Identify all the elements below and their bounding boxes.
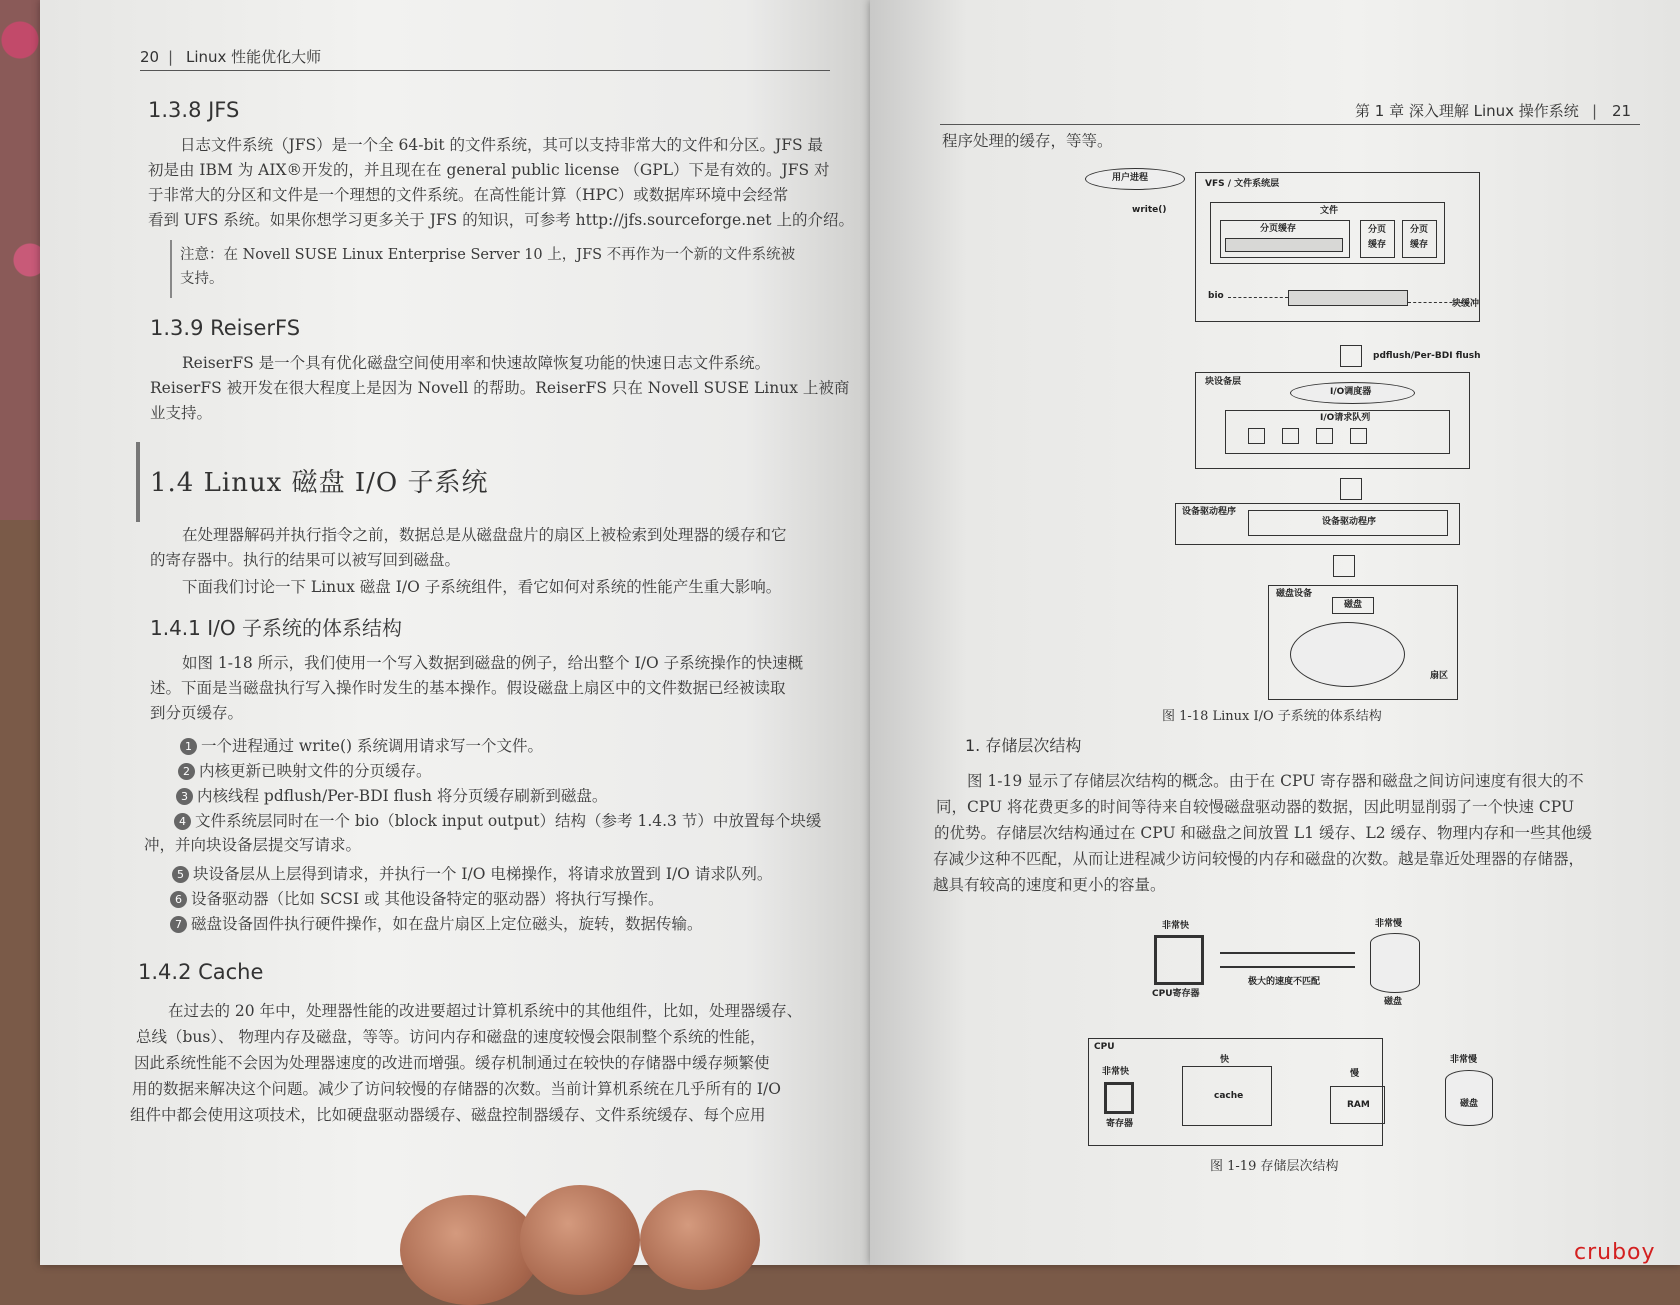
page-cache-label: 缓存	[1410, 240, 1429, 250]
disk-label: 磁盘	[1384, 997, 1403, 1007]
pdflush-label: pdflush/Per-BDI flush	[1373, 351, 1481, 361]
s142-line: 因此系统性能不会因为处理器速度的改进而增强。缓存机制通过在较快的存储器中缓存频繁使	[134, 1054, 770, 1072]
step-text: 内核线程 pdflush/Per-BDI flush 将分页缓存刷新到磁盘。	[197, 787, 608, 805]
step-number: 4	[174, 813, 191, 830]
step-text: 设备驱动器（比如 SCSI 或 其他设备特定的驱动器）将执行写操作。	[191, 890, 664, 908]
step-item	[178, 763, 432, 780]
arrow-right-line	[1220, 952, 1355, 954]
step-number: 5	[172, 866, 189, 883]
ram-label: RAM	[1347, 1100, 1370, 1110]
note-line: 注意：在 Novell SUSE Linux Enterprise Server 10 上，JFS 不再作为一个新的文件系统被	[180, 247, 796, 263]
step-text: 文件系统层同时在一个 bio（block input output）结构（参考 1.4.3 节）中放置每个块缓	[195, 812, 822, 830]
s138-line: 日志文件系统（JFS）是一个全 64-bit 的文件系统，其可以支持非常大的文件和分区。JFS 最	[180, 136, 824, 154]
queue-slot	[1350, 428, 1367, 444]
write-call-label: write()	[1132, 205, 1167, 215]
page-cache-label: 分页缓存	[1260, 224, 1297, 234]
register-label: 寄存器	[1106, 1119, 1134, 1129]
cache-label: cache	[1214, 1091, 1244, 1101]
user-process-label: 用户进程	[1112, 173, 1149, 183]
heading-1-4-2: 1.4.2 Cache	[138, 960, 264, 984]
step-item	[170, 891, 664, 908]
left-header-rule	[140, 70, 830, 71]
left-book-title: Linux 性能优化大师	[186, 48, 322, 66]
step-number: 2	[178, 763, 195, 780]
s138-line: 于非常大的分区和文件是一个理想的文件系统。在高性能计算（HPC）或数据库环境中会经常	[148, 186, 789, 204]
s1-line: 的优势。存储层次结构通过在 CPU 和磁盘之间放置 L1 缓存、L2 缓存、物理内存和一些其他缓	[934, 824, 1593, 842]
s1-line: 同，CPU 将花费更多的时间等待来自较慢磁盘驱动器的数据，因此明显削弱了一个快速 CPU	[936, 798, 1575, 816]
page-cache-slots	[1225, 238, 1343, 252]
disk-label: 磁盘	[1344, 600, 1363, 610]
driver-label: 设备驱动程序	[1322, 517, 1377, 527]
heading-1-3-8: 1.3.8 JFS	[148, 98, 240, 122]
s142-line: 用的数据来解决这个问题。减少了访问较慢的存储器的次数。当前计算机系统在几乎所有的 I/O	[132, 1080, 781, 1098]
step-text: 内核更新已映射文件的分页缓存。	[199, 762, 432, 780]
s138-line: 初是由 IBM 为 AIX®开发的，并且现在在 general public license （GPL）下是有效的。JFS 对	[148, 161, 830, 179]
sector-label: 扇区	[1430, 671, 1449, 681]
step-text: 块设备层从上层得到请求，并执行一个 I/O 电梯操作，将请求放置到 I/O 请求队列。	[193, 865, 773, 883]
block-layer-label: 块设备层	[1205, 377, 1242, 387]
step-4-continuation: 冲，并向块设备层提交写请求。	[144, 836, 362, 854]
heading-1-3-9: 1.3.9 ReiserFS	[150, 316, 301, 340]
io-scheduler-label: I/O调度器	[1330, 387, 1372, 397]
step-number: 6	[170, 891, 187, 908]
s141-line: 如图 1-18 所示，我们使用一个写入数据到磁盘的例子，给出整个 I/O 子系统操作的快速概	[182, 654, 804, 672]
connector-box	[1340, 345, 1362, 367]
heading-1-4-1: 1.4.1 I/O 子系统的体系结构	[150, 616, 402, 640]
driver-layer-label: 设备驱动程序	[1182, 507, 1237, 517]
step-item	[170, 916, 703, 933]
block-buffer-label: 块缓冲	[1452, 299, 1480, 309]
disk-label: 磁盘	[1460, 1099, 1479, 1109]
bio-dashed-line	[1228, 297, 1288, 298]
file-label: 文件	[1320, 206, 1339, 216]
s142-line: 总线（bus）、 物理内存及磁盘，等等。访问内存和磁盘的速度较慢会限制整个系统的性能，	[136, 1028, 766, 1046]
register-box	[1104, 1082, 1134, 1114]
step-item	[174, 813, 821, 830]
disk-cylinder	[1370, 933, 1420, 993]
heading-1-4: 1.4 Linux 磁盘 I/O 子系统	[150, 468, 489, 498]
queue-slot	[1316, 428, 1333, 444]
section-bar	[136, 442, 140, 522]
figure-1-18-caption: 图 1-18 Linux I/O 子系统的体系结构	[1162, 709, 1382, 724]
page-cache-label: 分页	[1410, 225, 1429, 235]
figure-1-19-caption: 图 1-19 存储层次结构	[1210, 1159, 1339, 1174]
step-number: 1	[180, 738, 197, 755]
very-fast-label: 非常快	[1102, 1067, 1130, 1077]
s141-line: 到分页缓存。	[150, 704, 244, 722]
s138-line: 看到 UFS 系统。如果你想学习更多关于 JFS 的知识，可参考 http://jfs.sourceforge.net 上的介绍。	[148, 211, 854, 229]
connector-box	[1333, 555, 1355, 577]
s1-line: 存减少这种不匹配，从而让进程减少访问较慢的内存和磁盘的次数。越是靠近处理器的存储器，	[933, 850, 1585, 868]
connector-box	[1340, 478, 1362, 500]
fast-label: 快	[1220, 1055, 1230, 1065]
disk-device-label: 磁盘设备	[1276, 589, 1313, 599]
header-separator: |	[168, 48, 174, 66]
watermark: cruboy	[1574, 1240, 1656, 1265]
header-separator: |	[1592, 102, 1598, 120]
right-page-number: 21	[1612, 102, 1632, 120]
step-item	[176, 788, 607, 805]
step-number: 3	[176, 788, 193, 805]
step-text: 一个进程通过 write() 系统调用请求写一个文件。	[201, 737, 543, 755]
heading-storage-hierarchy: 1. 存储层次结构	[965, 736, 1082, 755]
vfs-layer-label: VFS / 文件系统层	[1205, 179, 1280, 189]
slow-label: 慢	[1350, 1069, 1360, 1079]
right-chapter-title: 第 1 章 深入理解 Linux 操作系统	[1355, 102, 1579, 120]
note-line: 支持。	[180, 271, 224, 287]
finger-photo	[640, 1190, 760, 1290]
s14-line: 下面我们讨论一下 Linux 磁盘 I/O 子系统组件，看它如何对系统的性能产生重大影响。	[182, 578, 782, 596]
s139-line: 业支持。	[150, 404, 213, 422]
very-slow-label: 非常慢	[1375, 919, 1403, 929]
arrow-left-line	[1220, 966, 1355, 968]
io-queue-label: I/O请求队列	[1320, 413, 1371, 423]
s1-line: 图 1-19 显示了存储层次结构的概念。由于在 CPU 寄存器和磁盘之间访问速度有很大的不	[967, 772, 1584, 790]
s139-line: ReiserFS 是一个具有优化磁盘空间使用率和快速故障恢复功能的快速日志文件系统。	[182, 354, 771, 372]
left-page-number: 20	[140, 48, 160, 66]
queue-slot	[1282, 428, 1299, 444]
s139-line: ReiserFS 被开发在很大程度上是因为 Novell 的帮助。ReiserFS 只在 Novell SUSE Linux 上被商	[150, 379, 850, 397]
page-cache-label: 缓存	[1368, 240, 1387, 250]
s142-line: 组件中都会使用这项技术，比如硬盘驱动器缓存、磁盘控制器缓存、文件系统缓存、每个应用	[130, 1106, 766, 1124]
cpu-label: CPU	[1094, 1042, 1115, 1052]
step-number: 7	[170, 916, 187, 933]
bio-label: bio	[1208, 291, 1224, 301]
very-fast-label: 非常快	[1162, 921, 1190, 931]
disk-cylinder	[1445, 1070, 1493, 1126]
s142-line: 在过去的 20 年中，处理器性能的改进要超过计算机系统中的其他组件，比如，处理器缓存、	[168, 1002, 803, 1020]
step-text: 磁盘设备固件执行硬件操作，如在盘片扇区上定位磁头，旋转，数据传输。	[191, 915, 703, 933]
s14-line: 的寄存器中。执行的结果可以被写回到磁盘。	[150, 551, 461, 569]
cpu-register-box	[1154, 935, 1204, 985]
right-header-rule	[940, 124, 1640, 125]
finger-photo	[520, 1185, 640, 1295]
step-item	[172, 866, 772, 883]
right-page	[870, 0, 1680, 1265]
note-bar	[170, 240, 172, 298]
continued-line: 程序处理的缓存，等等。	[942, 132, 1113, 150]
s14-line: 在处理器解码并执行指令之前，数据总是从磁盘盘片的扇区上被检索到处理器的缓存和它	[182, 526, 787, 544]
step-item	[180, 738, 543, 755]
thumb-photo	[400, 1195, 540, 1305]
left-page	[40, 0, 870, 1265]
s141-line: 述。下面是当磁盘执行写入操作时发生的基本操作。假设磁盘上扇区中的文件数据已经被读取	[150, 679, 786, 697]
cpu-register-label: CPU寄存器	[1152, 989, 1200, 999]
page-cache-label: 分页	[1368, 225, 1387, 235]
s1-line: 越具有较高的速度和更小的容量。	[933, 876, 1166, 894]
queue-slot	[1248, 428, 1265, 444]
mismatch-label: 极大的速度不匹配	[1248, 977, 1321, 987]
platter-node	[1290, 622, 1405, 687]
block-buffer-slots	[1288, 290, 1408, 306]
very-slow-label: 非常慢	[1450, 1055, 1478, 1065]
